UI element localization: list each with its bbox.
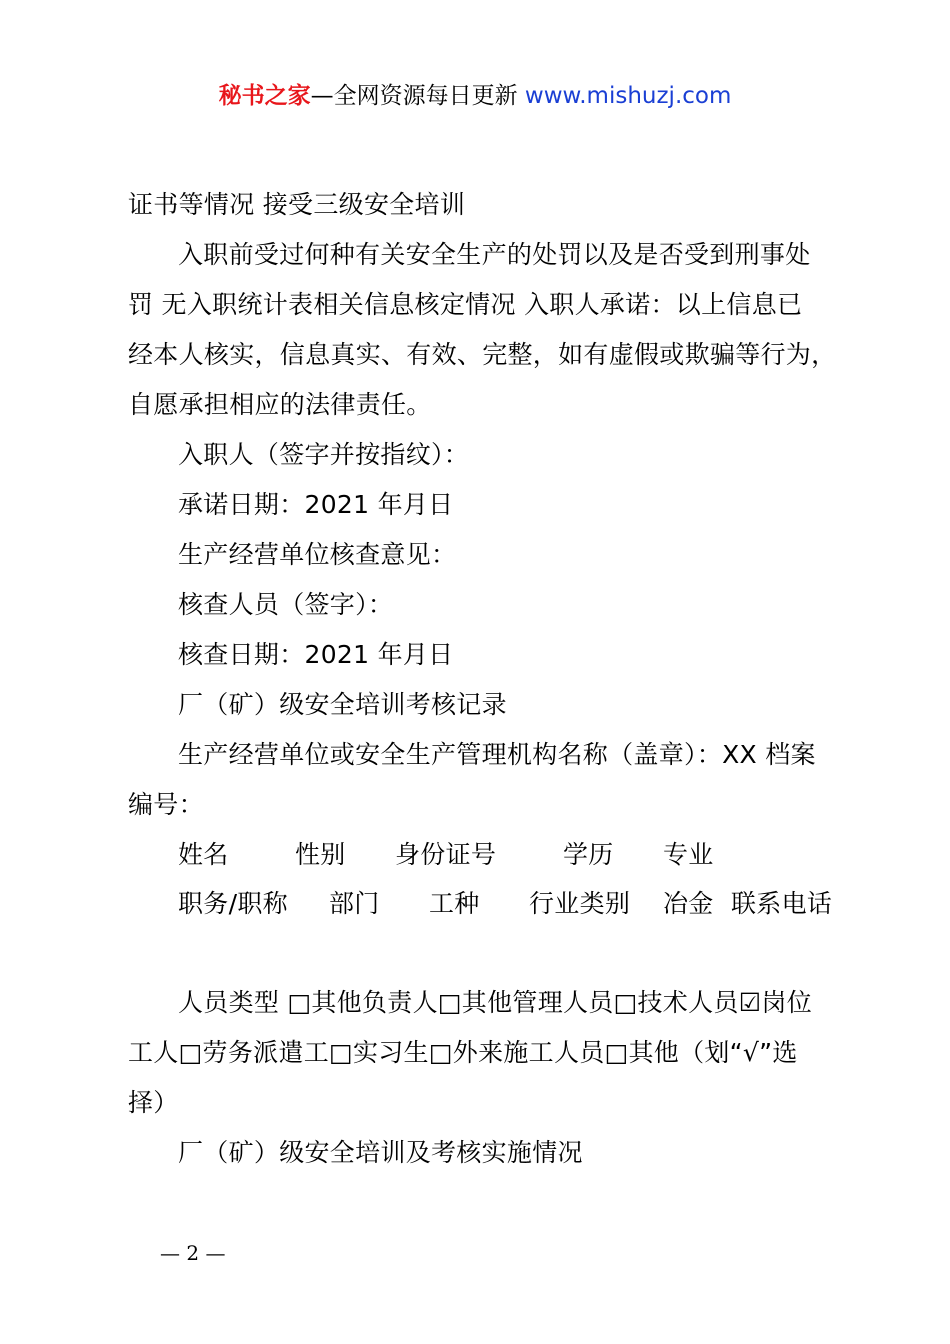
field-job-type: 工种 <box>429 889 480 918</box>
field-gender: 性别 <box>295 840 346 869</box>
field-id-number: 身份证号 <box>395 840 497 869</box>
field-phone: 联系电话 <box>731 889 833 918</box>
paragraph-line: 自愿承担相应的法律责任。 <box>128 390 432 419</box>
site-header <box>0 80 950 112</box>
section-title: 厂（矿）级安全培训及考核实施情况 <box>178 1138 583 1167</box>
brand-name: 秘书之家 <box>218 83 311 109</box>
page-number: — 2 — <box>160 1241 226 1265</box>
field-department: 部门 <box>329 889 380 918</box>
archive-number-label: 编号： <box>128 790 204 819</box>
header-tagline: —全网资源每日更新 <box>310 83 525 109</box>
section-title: 厂（矿）级安全培训考核记录 <box>178 690 507 719</box>
field-industry: 行业类别 <box>529 889 631 918</box>
field-position: 职务/职称 <box>178 889 288 918</box>
field-major: 专业 <box>663 840 714 869</box>
unit-opinion-label: 生产经营单位核查意见： <box>178 540 457 569</box>
field-name: 姓名 <box>178 840 229 869</box>
paragraph-line: 罚 无入职统计表相关信息核定情况 入职人承诺：以上信息已 <box>128 290 803 319</box>
personnel-type-line: 择） <box>128 1088 179 1117</box>
field-education: 学历 <box>563 840 614 869</box>
check-date: 核查日期：2021 年月日 <box>178 640 454 669</box>
paragraph-line: 证书等情况 接受三级安全培训 <box>128 190 466 219</box>
promise-date: 承诺日期：2021 年月日 <box>178 490 454 519</box>
checker-label: 核查人员（签字）： <box>178 590 394 619</box>
org-name-line: 生产经营单位或安全生产管理机构名称（盖章）：XX 档案 <box>178 740 816 769</box>
paragraph-line: 入职前受过何种有关安全生产的处罚以及是否受到刑事处 <box>178 240 811 269</box>
signature-label: 入职人（签字并按指纹）： <box>178 440 470 469</box>
paragraph-line: 经本人核实，信息真实、有效、完整，如有虚假或欺骗等行为， <box>128 340 837 369</box>
site-url[interactable]: www.mishuzj.com <box>524 83 732 109</box>
personnel-type-line: 工人□劳务派遣工□实习生□外来施工人员□其他（划“√”选 <box>128 1038 798 1067</box>
personnel-type-line: 人员类型 □其他负责人□其他管理人员□技术人员☑岗位 <box>178 988 813 1017</box>
field-industry-value: 冶金 <box>663 889 714 918</box>
